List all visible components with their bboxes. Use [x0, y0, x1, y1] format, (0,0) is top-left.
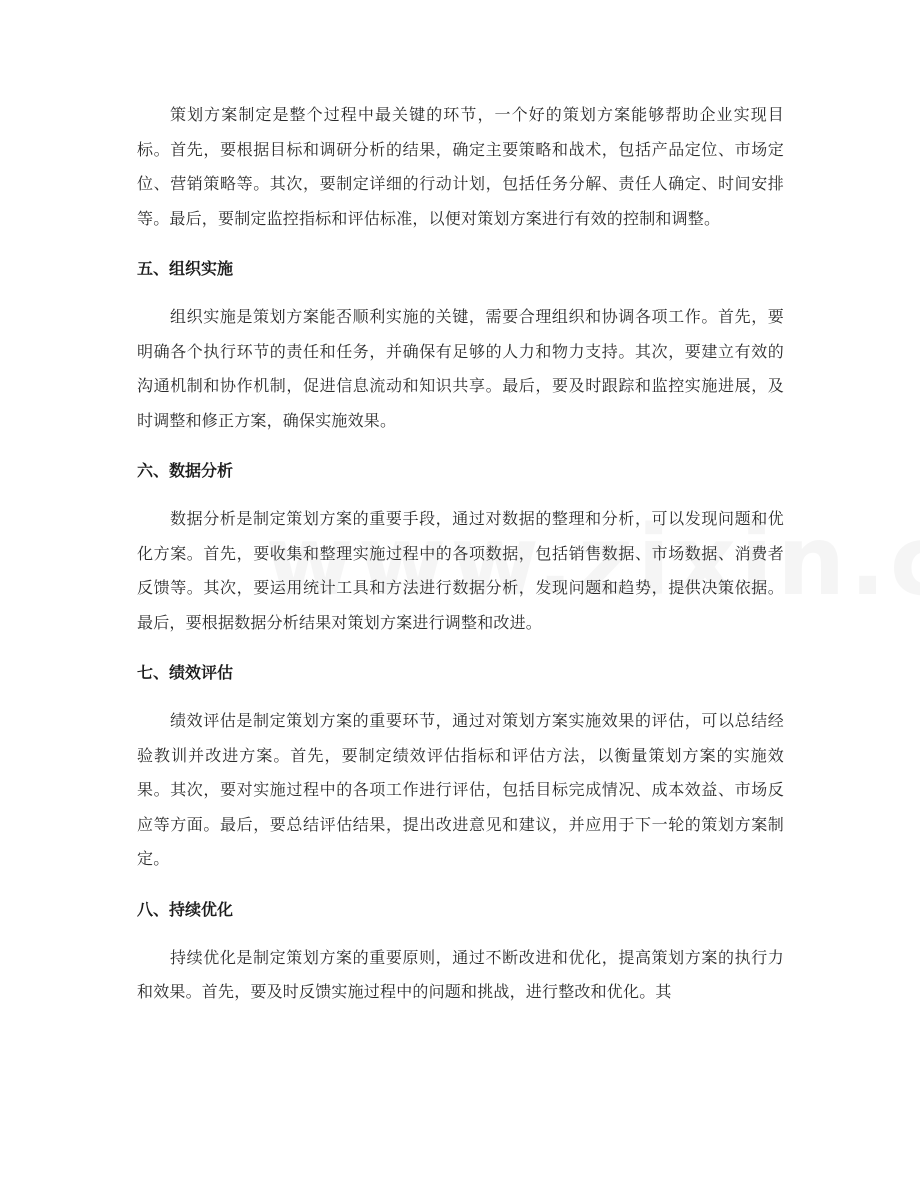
paragraph-performance-evaluation: 绩效评估是制定策划方案的重要环节，通过对策划方案实施效果的评估，可以总结经验教训并改进方案。首先，要制定绩效评估指标和评估方法，以衡量策划方案的实施效果。其次，要对实施过程中的各项工作进行评估，包括目标完成情况、成本效益、市场反应等方面。最后，要总结评估结果，提出改进意见和建议，并应用于下一轮的策划方案制定。 — [137, 711, 784, 868]
heading-data-analysis: 六、数据分析 — [137, 461, 234, 480]
paragraph-strategy-formulation: 策划方案制定是整个过程中最关键的环节，一个好的策划方案能够帮助企业实现目标。首先，要根据目标和调研分析的结果，确定主要策略和战术，包括产品定位、市场定位、营销策略等。其次，要制定详细的行动计划，包括任务分解、责任人确定、时间安排等。最后，要制定监控指标和评估标准，以便对策划方案进行有效的控制和调整。 — [137, 105, 784, 228]
heading-organize-implementation: 五、组织实施 — [137, 259, 234, 278]
paragraph-continuous-optimization: 持续优化是制定策划方案的重要原则，通过不断改进和优化，提高策划方案的执行力和效果。首先，要及时反馈实施过程中的问题和挑战，进行整改和优化。其 — [137, 947, 784, 1001]
document-body — [137, 98, 784, 1010]
heading-performance-evaluation: 七、绩效评估 — [137, 663, 234, 682]
paragraph-organize-implementation: 组织实施是策划方案能否顺利实施的关键，需要合理组织和协调各项工作。首先，要明确各个执行环节的责任和任务，并确保有足够的人力和物力支持。其次，要建立有效的沟通机制和协作机制，促进信息流动和知识共享。最后，要及时跟踪和监控实施进展，及时调整和修正方案，确保实施效果。 — [137, 307, 784, 430]
paragraph-data-analysis: 数据分析是制定策划方案的重要手段，通过对数据的整理和分析，可以发现问题和优化方案。首先，要收集和整理实施过程中的各项数据，包括销售数据、市场数据、消费者反馈等。其次，要运用统计工具和方法进行数据分析，发现问题和趋势，提供决策依据。最后，要根据数据分析结果对策划方案进行调整和改进。 — [137, 509, 784, 632]
heading-continuous-optimization: 八、持续优化 — [137, 899, 234, 919]
